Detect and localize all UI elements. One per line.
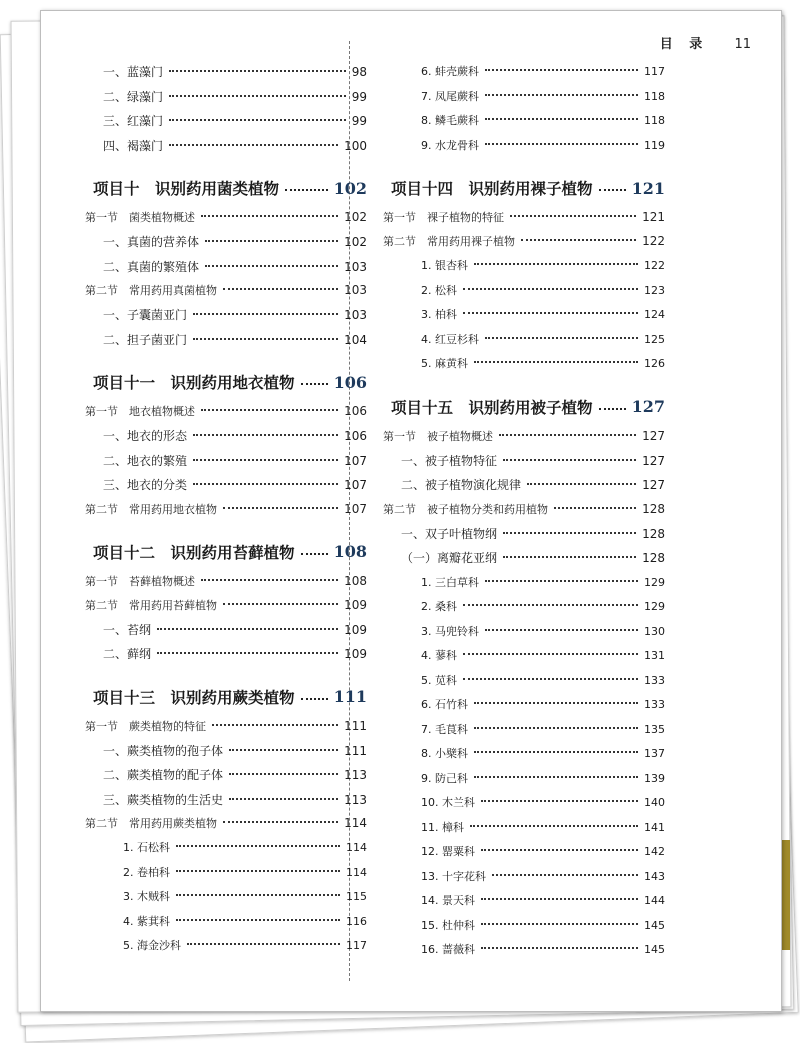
toc-entry-page: 133 [644, 698, 665, 711]
leader-dots [187, 943, 340, 945]
toc-entry-page: 133 [644, 673, 665, 687]
toc-entry-num[interactable] [77, 913, 367, 938]
toc-entry-page: 125 [644, 332, 665, 346]
toc-entry-page: 131 [644, 649, 665, 662]
toc-entry-num[interactable] [375, 892, 665, 917]
toc-entry-label: 一、真菌的营养体 [103, 235, 200, 249]
header-page-number: 11 [734, 37, 751, 52]
toc-entry-sec[interactable] [77, 501, 367, 525]
leader-dots [481, 898, 638, 900]
leader-dots [193, 459, 338, 461]
toc-entry-label: 9. 防己科 [421, 771, 468, 785]
toc-entry-num[interactable] [375, 112, 665, 137]
leader-dots [193, 313, 338, 315]
toc-entry-label: 项目十五 识别药用被子植物 [391, 397, 593, 417]
leader-dots [229, 798, 338, 800]
toc-entry-label: （一）离瓣花亚纲 [401, 551, 498, 565]
toc-right-column [375, 63, 665, 966]
leader-dots [201, 215, 338, 217]
toc-entry-page: 113 [344, 792, 367, 807]
toc-entry-sub[interactable] [77, 112, 367, 137]
toc-entry-num[interactable] [375, 819, 665, 844]
leader-dots [193, 434, 338, 436]
toc-entry-label: 三、蕨类植物的生活史 [103, 792, 224, 807]
toc-entry-page: 104 [344, 332, 367, 347]
toc-entry-page: 143 [644, 869, 665, 883]
page-header [660, 33, 751, 52]
toc-entry-label: 8. 鳞毛蕨科 [421, 114, 479, 127]
toc-entry-label: 1. 石松科 [123, 841, 170, 854]
toc-entry-page: 111 [344, 718, 367, 733]
leader-dots [474, 751, 638, 753]
toc-entry-page: 106 [344, 429, 367, 443]
toc-entry-label: 16. 蔷薇科 [421, 943, 475, 956]
leader-dots [169, 119, 346, 121]
toc-entry-label: 第二节 常用药用真菌植物 [85, 284, 217, 297]
toc-entry-label: 4. 蓼科 [421, 649, 457, 662]
leader-dots [474, 702, 638, 704]
toc-entry-label: 6. 蚌壳蕨科 [421, 65, 479, 78]
toc-entry-num[interactable] [375, 721, 665, 746]
toc-entry-label: 第二节 常用药用蕨类植物 [85, 817, 217, 830]
toc-entry-page: 108 [333, 542, 367, 561]
toc-entry-page: 118 [644, 89, 665, 103]
toc-entry-label: 项目十三 识别药用蕨类植物 [93, 687, 295, 707]
toc-entry-label: 二、绿藻门 [103, 89, 164, 104]
toc-entry-num[interactable] [375, 257, 665, 282]
toc-entry-label: 15. 杜仲科 [421, 918, 475, 932]
toc-entry-page: 128 [642, 526, 665, 541]
toc-entry-num[interactable] [375, 282, 665, 307]
toc-entry-page: 126 [644, 357, 665, 370]
toc-entry-page: 111 [344, 743, 367, 758]
toc-entry-num[interactable] [375, 331, 665, 356]
toc-entry-page: 127 [631, 397, 665, 416]
toc-entry-sub[interactable] [77, 452, 367, 477]
toc-entry-label: 11. 樟科 [421, 820, 464, 834]
toc-entry-page: 115 [346, 890, 367, 903]
toc-entry-page: 109 [344, 647, 367, 661]
toc-entry-page: 145 [644, 943, 665, 956]
toc-entry-page: 107 [344, 453, 367, 468]
leader-dots [205, 240, 338, 242]
leader-dots [223, 821, 338, 823]
leader-dots [485, 337, 638, 339]
toc-entry-page: 129 [644, 600, 665, 613]
toc-entry-num[interactable] [375, 672, 665, 697]
toc-entry-label: 4. 紫萁科 [123, 914, 170, 928]
leader-dots [481, 800, 638, 802]
toc-entry-page: 130 [644, 624, 665, 638]
leader-dots [485, 118, 638, 120]
toc-entry-page: 102 [344, 210, 367, 224]
toc-entry-label: 第二节 常用药用地衣植物 [85, 502, 217, 516]
toc-entry-page: 107 [344, 501, 367, 516]
leader-dots [201, 409, 338, 411]
toc-entry-sub[interactable] [77, 137, 367, 162]
toc-entry-page: 139 [644, 771, 665, 785]
toc-entry-label: 2. 松科 [421, 283, 457, 297]
toc-entry-page: 121 [631, 178, 665, 198]
toc-entry-page: 106 [344, 404, 367, 418]
leader-dots [503, 532, 636, 534]
toc-entry-label: 项目十四 识别药用裸子植物 [391, 179, 593, 198]
leader-dots [485, 69, 638, 71]
toc-entry-sub[interactable] [77, 621, 367, 646]
leader-dots [481, 947, 638, 949]
toc-entry-sec[interactable] [375, 209, 665, 233]
toc-entry-sec[interactable] [375, 233, 665, 257]
toc-entry-label: 9. 水龙骨科 [421, 138, 479, 152]
leader-dots [223, 507, 338, 509]
toc-entry-page: 103 [344, 283, 367, 297]
toc-entry-num[interactable] [375, 306, 665, 331]
leader-dots [176, 845, 340, 847]
toc-entry-sub[interactable] [375, 452, 665, 477]
toc-entry-num[interactable] [375, 137, 665, 162]
toc-entry-sec[interactable] [77, 209, 367, 233]
toc-entry-num[interactable] [375, 623, 665, 648]
leader-dots [169, 144, 338, 146]
toc-entry-page: 144 [644, 894, 665, 907]
toc-entry-sub[interactable] [77, 63, 367, 88]
toc-entry-num[interactable] [375, 941, 665, 966]
toc-entry-page: 99 [351, 114, 367, 128]
toc-entry-page: 122 [642, 234, 665, 248]
leader-dots [599, 189, 626, 191]
toc-entry-page: 137 [644, 747, 665, 760]
toc-entry-page: 141 [644, 820, 665, 834]
leader-dots [157, 652, 338, 654]
leader-dots [463, 312, 638, 314]
leader-dots [212, 724, 338, 726]
toc-entry-sub[interactable] [375, 525, 665, 550]
leader-dots [463, 653, 638, 655]
toc-entry-sec[interactable] [375, 501, 665, 525]
toc-entry-page: 109 [344, 622, 367, 637]
toc-entry-label: 12. 罂粟科 [421, 845, 475, 858]
toc-entry-label: 一、子囊菌亚门 [103, 308, 188, 322]
toc-entry-page: 98 [351, 65, 367, 79]
leader-dots [169, 95, 346, 97]
toc-entry-num[interactable] [375, 598, 665, 623]
toc-entry-num[interactable] [375, 745, 665, 770]
toc-entry-label: 第一节 苔藓植物概述 [85, 574, 195, 588]
toc-entry-label: 一、蓝藻门 [103, 65, 164, 79]
leader-dots [169, 70, 346, 72]
leader-dots [176, 894, 340, 896]
leader-dots [223, 603, 338, 605]
toc-entry-label: 2. 桑科 [421, 600, 457, 613]
toc-entry-sub[interactable] [77, 427, 367, 452]
leader-dots [176, 919, 340, 921]
toc-entry-page: 111 [333, 687, 367, 706]
toc-entry-page: 145 [644, 918, 665, 932]
leader-dots [485, 580, 638, 582]
leader-dots [599, 408, 626, 410]
leader-dots [499, 434, 636, 436]
toc-entry-page: 129 [644, 575, 665, 589]
toc-page [40, 10, 782, 1012]
toc-entry-num[interactable] [375, 696, 665, 721]
toc-entry-sub[interactable] [77, 331, 367, 356]
toc-entry-label: 5. 苋科 [421, 673, 457, 687]
leader-dots [474, 263, 638, 265]
toc-entry-label: 项目十一 识别药用地衣植物 [93, 373, 295, 392]
toc-entry-page: 102 [344, 235, 367, 249]
toc-entry-page: 127 [642, 428, 665, 443]
toc-entry-chap[interactable] [77, 361, 367, 403]
leader-dots [193, 338, 338, 340]
toc-entry-sub[interactable] [77, 88, 367, 113]
toc-entry-sub[interactable] [77, 742, 367, 767]
leader-dots [301, 698, 328, 700]
toc-entry-page: 135 [644, 722, 665, 736]
toc-entry-page: 140 [644, 796, 665, 809]
toc-entry-label: 一、被子植物特征 [401, 453, 498, 468]
toc-entry-num[interactable] [77, 839, 367, 864]
toc-entry-page: 122 [644, 259, 665, 272]
leader-dots [503, 556, 636, 558]
leader-dots [510, 215, 636, 217]
leader-dots [193, 483, 338, 485]
toc-entry-label: 三、红藻门 [103, 114, 164, 128]
toc-entry-num[interactable] [77, 888, 367, 913]
toc-entry-label: 二、被子植物演化规律 [401, 478, 522, 492]
leader-dots [463, 604, 638, 606]
toc-left-column [77, 63, 367, 962]
toc-entry-page: 100 [344, 138, 367, 153]
toc-entry-page: 128 [642, 501, 665, 516]
toc-entry-num[interactable] [375, 770, 665, 795]
toc-entry-label: 2. 卷柏科 [123, 865, 170, 879]
leader-dots [301, 553, 328, 555]
toc-entry-sub[interactable] [77, 645, 367, 670]
toc-entry-page: 114 [344, 816, 367, 830]
toc-entry-sec[interactable] [77, 573, 367, 597]
leader-dots [176, 870, 340, 872]
toc-entry-sub[interactable] [77, 791, 367, 816]
toc-entry-num[interactable] [375, 843, 665, 868]
toc-entry-page: 108 [344, 573, 367, 588]
toc-entry-num[interactable] [375, 868, 665, 893]
toc-entry-label: 1. 三白草科 [421, 575, 479, 589]
leader-dots [521, 239, 636, 241]
toc-entry-label: 第一节 被子植物概述 [383, 429, 493, 443]
leader-dots [474, 776, 638, 778]
toc-entry-page: 109 [344, 597, 367, 612]
toc-entry-page: 128 [642, 551, 665, 565]
leader-dots [201, 579, 338, 581]
toc-entry-label: 一、蕨类植物的孢子体 [103, 743, 224, 758]
toc-entry-num[interactable] [375, 647, 665, 672]
toc-entry-num[interactable] [375, 794, 665, 819]
toc-entry-label: 3. 柏科 [421, 308, 457, 321]
toc-entry-chap[interactable] [375, 386, 665, 428]
toc-entry-sub[interactable] [375, 549, 665, 574]
toc-entry-label: 三、地衣的分类 [103, 478, 188, 492]
toc-entry-page: 127 [642, 453, 665, 468]
header-title: 目 录 [659, 37, 709, 52]
toc-entry-label: 四、褐藻门 [103, 138, 164, 153]
leader-dots [485, 143, 638, 145]
leader-dots [205, 265, 338, 267]
leader-dots [157, 628, 338, 630]
toc-entry-page: 99 [351, 89, 367, 104]
leader-dots [481, 923, 638, 925]
toc-entry-chap[interactable] [375, 167, 665, 209]
toc-entry-sub[interactable] [77, 476, 367, 501]
toc-entry-num[interactable] [375, 63, 665, 88]
toc-entry-label: 项目十 识别药用菌类植物 [93, 179, 280, 198]
toc-entry-chap[interactable] [77, 167, 367, 209]
toc-entry-label: 二、地衣的繁殖 [103, 453, 188, 468]
leader-dots [463, 288, 638, 290]
leader-dots [492, 874, 638, 876]
toc-entry-sub[interactable] [77, 233, 367, 258]
toc-entry-num[interactable] [375, 574, 665, 599]
toc-entry-sub[interactable] [77, 258, 367, 283]
toc-entry-sub[interactable] [375, 476, 665, 501]
toc-entry-label: 二、担子菌亚门 [103, 332, 188, 347]
toc-entry-label: 14. 景天科 [421, 894, 475, 907]
leader-dots [285, 189, 328, 191]
toc-entry-label: 6. 石竹科 [421, 698, 468, 711]
toc-entry-sec[interactable] [375, 428, 665, 452]
toc-entry-page: 114 [346, 841, 367, 854]
toc-entry-page: 117 [644, 65, 665, 78]
toc-entry-num[interactable] [375, 88, 665, 113]
toc-entry-label: 第一节 菌类植物概述 [85, 211, 195, 224]
leader-dots [485, 94, 638, 96]
toc-entry-page: 113 [344, 768, 367, 782]
toc-entry-label: 项目十二 识别药用苔藓植物 [93, 542, 295, 562]
toc-entry-num[interactable] [77, 864, 367, 889]
toc-entry-page: 124 [644, 308, 665, 321]
toc-entry-label: 5. 麻黄科 [421, 357, 468, 370]
toc-entry-label: 10. 木兰科 [421, 796, 475, 809]
leader-dots [554, 507, 636, 509]
leader-dots [474, 361, 638, 363]
toc-entry-label: 一、地衣的形态 [103, 429, 188, 443]
toc-entry-label: 13. 十字花科 [421, 869, 486, 883]
toc-entry-page: 117 [346, 939, 367, 952]
toc-entry-sec[interactable] [77, 403, 367, 427]
toc-entry-sub[interactable] [77, 306, 367, 331]
leader-dots [229, 749, 338, 751]
toc-entry-label: 7. 凤尾蕨科 [421, 89, 479, 103]
toc-entry-sec[interactable] [77, 718, 367, 742]
toc-entry-page: 116 [346, 914, 367, 928]
toc-entry-page: 103 [344, 308, 367, 322]
leader-dots [481, 849, 638, 851]
leader-dots [223, 288, 338, 290]
toc-entry-label: 7. 毛茛科 [421, 722, 468, 736]
toc-entry-num[interactable] [375, 355, 665, 380]
toc-entry-label: 一、双子叶植物纲 [401, 526, 498, 541]
toc-entry-page: 121 [642, 210, 665, 224]
toc-entry-page: 123 [644, 283, 665, 297]
toc-entry-page: 142 [644, 845, 665, 858]
toc-entry-label: 二、蕨类植物的配子体 [103, 768, 224, 782]
toc-entry-label: 8. 小檗科 [421, 747, 468, 760]
leader-dots [503, 459, 636, 461]
toc-entry-chap[interactable] [77, 676, 367, 718]
toc-entry-sec[interactable] [77, 597, 367, 621]
toc-entry-label: 二、真菌的繁殖体 [103, 259, 200, 274]
toc-entry-page: 127 [642, 478, 665, 492]
toc-entry-chap[interactable] [77, 531, 367, 573]
toc-entry-label: 二、藓纲 [103, 647, 152, 661]
toc-entry-label: 第一节 裸子植物的特征 [383, 211, 504, 224]
leader-dots [463, 678, 638, 680]
leader-dots [527, 483, 636, 485]
toc-entry-page: 106 [333, 372, 367, 392]
toc-entry-label: 5. 海金沙科 [123, 939, 181, 952]
toc-entry-page: 102 [333, 178, 367, 198]
toc-entry-page: 118 [644, 114, 665, 127]
leader-dots [485, 629, 638, 631]
toc-entry-num[interactable] [77, 937, 367, 962]
toc-entry-label: 第二节 常用药用苔藓植物 [85, 598, 217, 612]
toc-entry-label: 一、苔纲 [103, 622, 152, 637]
toc-entry-sec[interactable] [77, 815, 367, 839]
toc-entry-page: 114 [346, 865, 367, 879]
toc-entry-label: 3. 木贼科 [123, 890, 170, 903]
leader-dots [301, 383, 328, 385]
toc-entry-sub[interactable] [77, 766, 367, 791]
leader-dots [470, 825, 638, 827]
toc-entry-label: 第一节 蕨类植物的特征 [85, 719, 206, 733]
toc-entry-label: 第二节 被子植物分类和药用植物 [383, 502, 548, 516]
toc-entry-label: 第二节 常用药用裸子植物 [383, 235, 515, 248]
toc-entry-num[interactable] [375, 917, 665, 942]
toc-entry-label: 1. 银杏科 [421, 259, 468, 272]
leader-dots [474, 727, 638, 729]
toc-entry-label: 4. 红豆杉科 [421, 332, 479, 346]
toc-entry-page: 107 [344, 478, 367, 492]
toc-entry-label: 第一节 地衣植物概述 [85, 405, 195, 418]
toc-entry-page: 103 [344, 259, 367, 274]
toc-entry-label: 3. 马兜铃科 [421, 624, 479, 638]
toc-entry-page: 119 [644, 138, 665, 152]
leader-dots [229, 773, 338, 775]
toc-entry-sec[interactable] [77, 282, 367, 306]
